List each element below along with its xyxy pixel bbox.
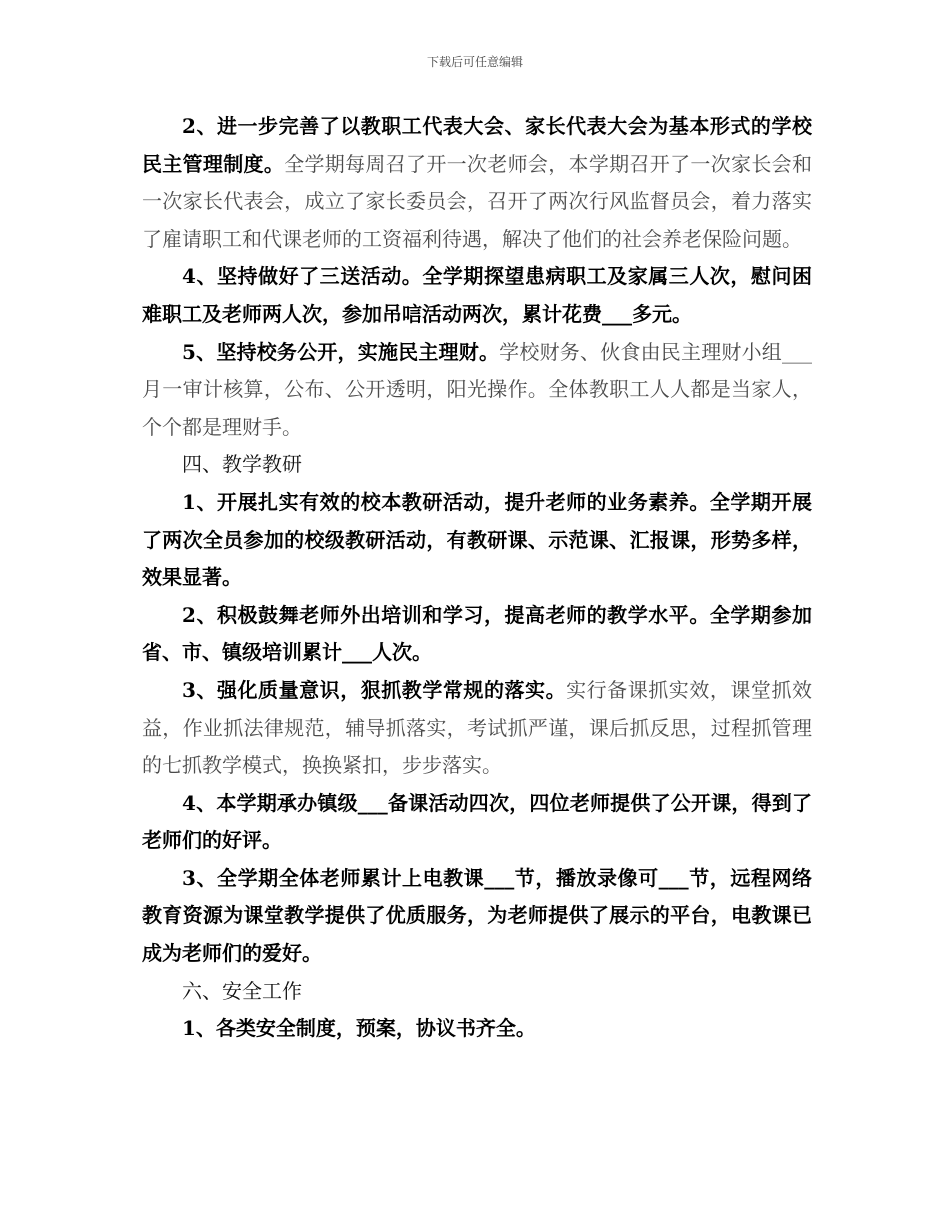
paragraph-text: 全学期每周召了开一次老师会，本学期召开了一次家长会和一次家长代表会，成立了家长委员会，召开了两次行风监督员会，着力落实了雇请职工和代课老师的工资福利待遇，解决了他们的社会养老保险问题。 <box>142 151 812 251</box>
paragraph-school-affairs <box>142 334 812 447</box>
paragraph-heading: 4、本学期承办镇级___备课活动四次，四位老师提供了公开课，得到了老师们的好评。 <box>142 790 812 853</box>
paragraph-e-learning <box>142 860 812 973</box>
section-heading-teaching <box>142 446 812 484</box>
paragraph-three-send <box>142 258 812 333</box>
page-header: 下载后可任意编辑 <box>426 55 523 69</box>
paragraph-text: 学校财务、伙食由民主理财小组___月一审计核算，公布、公开透明，阳光操作。全体教职工人人都是当家人，个个都是理财手。 <box>142 339 813 439</box>
paragraph-lesson-activities <box>142 785 812 860</box>
section-title: 六、安全工作 <box>182 978 302 1003</box>
document-body <box>142 108 812 1048</box>
section-heading-safety <box>142 973 812 1011</box>
paragraph-training <box>142 597 812 672</box>
paragraph-heading: 3、强化质量意识，狠抓教学常规的落实。 <box>182 677 567 702</box>
paragraph-heading: 4、坚持做好了三送活动。全学期探望患病职工及家属三人次，慰问困难职工及老师两人次，参加吊唁活动两次，累计花费___多元。 <box>142 264 812 326</box>
paragraph-heading: 1、开展扎实有效的校本教研活动，提升老师的业务素养。全学期开展了两次全员参加的校级教研活动，有教研课、示范课、汇报课，形势多样，效果显著。 <box>142 489 812 590</box>
paragraph-quality <box>142 672 812 785</box>
paragraph-heading: 3、全学期全体老师累计上电教课___节，播放录像可___节，远程网络教育资源为课堂教学提供了优质服务，为老师提供了展示的平台，电教课已成为老师们的爱好。 <box>142 865 812 966</box>
paragraph-democratic-management <box>142 108 812 258</box>
paragraph-heading: 5、坚持校务公开，实施民主理财。 <box>182 339 500 364</box>
paragraph-school-research <box>142 484 812 597</box>
paragraph-heading: 1、各类安全制度，预案，协议书齐全。 <box>182 1016 536 1041</box>
section-title: 四、教学教研 <box>182 452 302 477</box>
paragraph-text: 实行备课抓实效，课堂抓效益，作业抓法律规范，辅导抓落实，考试抓严谨，课后抓反思，过程抓管理的七抓教学模式，换换紧扣，步步落实。 <box>142 677 813 778</box>
paragraph-heading: 2、积极鼓舞老师外出培训和学习，提高老师的教学水平。全学期参加省、市、镇级培训累计___人次。 <box>142 602 812 665</box>
paragraph-safety-rules <box>142 1010 812 1048</box>
paragraph-heading: 2、进一步完善了以教职工代表大会、家长代表大会为基本形式的学校民主管理制度。 <box>142 114 812 176</box>
